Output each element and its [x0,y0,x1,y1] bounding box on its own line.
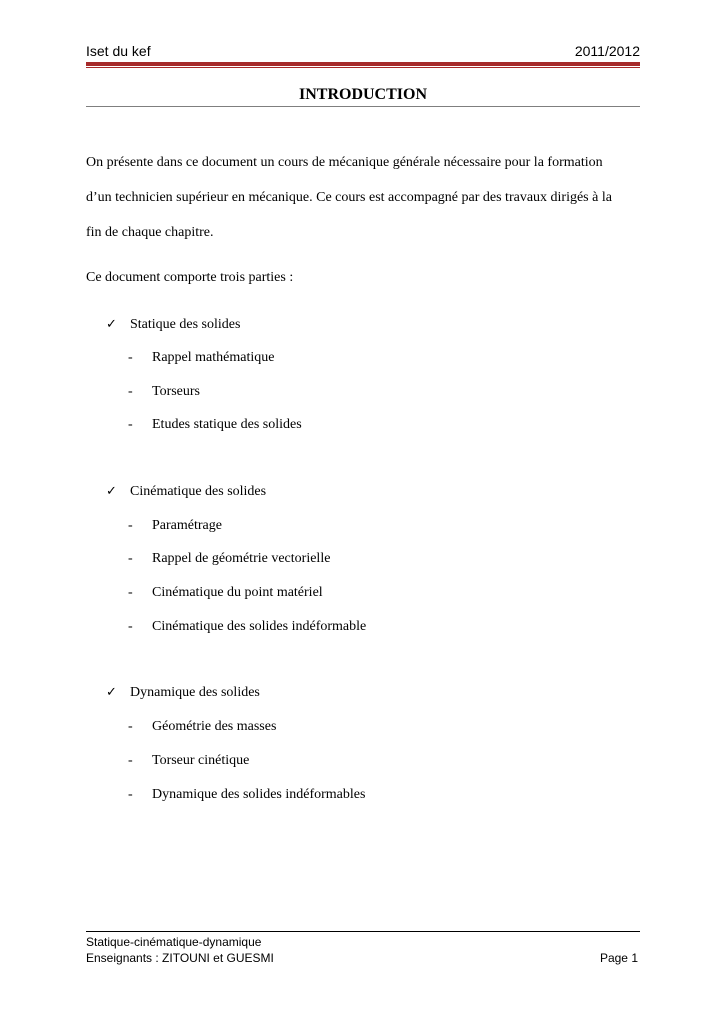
list-item-text: Géométrie des masses [152,719,277,734]
dash-bullet: - [128,719,133,734]
list-item-text: Cinématique des solides indéformable [152,619,367,634]
list-item-text: Torseur cinétique [152,753,250,768]
list-item [128,583,323,603]
header-rule [86,62,640,66]
list-item-text: Cinématique du point matériel [152,585,323,600]
dash-bullet: - [128,551,133,566]
list-item-text: Torseurs [152,384,201,399]
intro-line-4: Ce document comporte trois parties : [86,270,294,285]
dash-bullet: - [128,417,133,432]
dash-bullet: - [128,619,133,634]
header-institution: Iset du kef [86,43,151,59]
part-dynamique [106,683,260,703]
intro-line-3: fin de chaque chapitre. [86,225,214,240]
list-item [128,717,276,737]
checkmark-icon: ✓ [106,685,117,700]
list-item [128,617,366,637]
header-year: 2011/2012 [574,43,640,59]
header-rule-thin [86,67,640,68]
checkmark-icon: ✓ [106,484,117,499]
dash-bullet: - [128,753,133,768]
list-item [128,785,365,805]
dash-bullet: - [128,787,133,802]
list-item-text: Dynamique des solides indéformables [152,787,366,802]
list-item [128,348,274,368]
dash-bullet: - [128,585,133,600]
part-title: Cinématique des solides [130,484,267,499]
part-cinematique [106,482,266,502]
page-number: Page 1 [599,951,638,965]
footer-teachers: Enseignants : ZITOUNI et GUESMI [86,951,274,965]
list-item-text: Rappel de géométrie vectorielle [152,551,331,566]
list-item [128,415,302,435]
list-item-text: Rappel mathématique [152,350,275,365]
dash-bullet: - [128,518,133,533]
list-item-text: Paramétrage [152,518,222,533]
title-underline [86,106,640,107]
footer-rule [86,931,640,932]
part-statique [106,315,240,335]
list-item-text: Etudes statique des solides [152,417,302,432]
footer-course: Statique-cinématique-dynamique [86,935,262,949]
dash-bullet: - [128,384,133,399]
intro-line-1: On présente dans ce document un cours de mécanique générale nécessaire pour la formation [86,155,603,170]
page-title: INTRODUCTION [298,86,427,103]
list-item [128,382,200,402]
checkmark-icon: ✓ [106,317,117,332]
dash-bullet: - [128,350,133,365]
list-item [128,751,249,771]
part-title: Dynamique des solides [130,685,260,700]
intro-line-2: d’un technicien supérieur en mécanique. Ce cours est accompagné par des travaux dirigés à la [86,190,612,205]
part-title: Statique des solides [130,317,241,332]
list-item [128,516,222,536]
list-item [128,549,330,569]
